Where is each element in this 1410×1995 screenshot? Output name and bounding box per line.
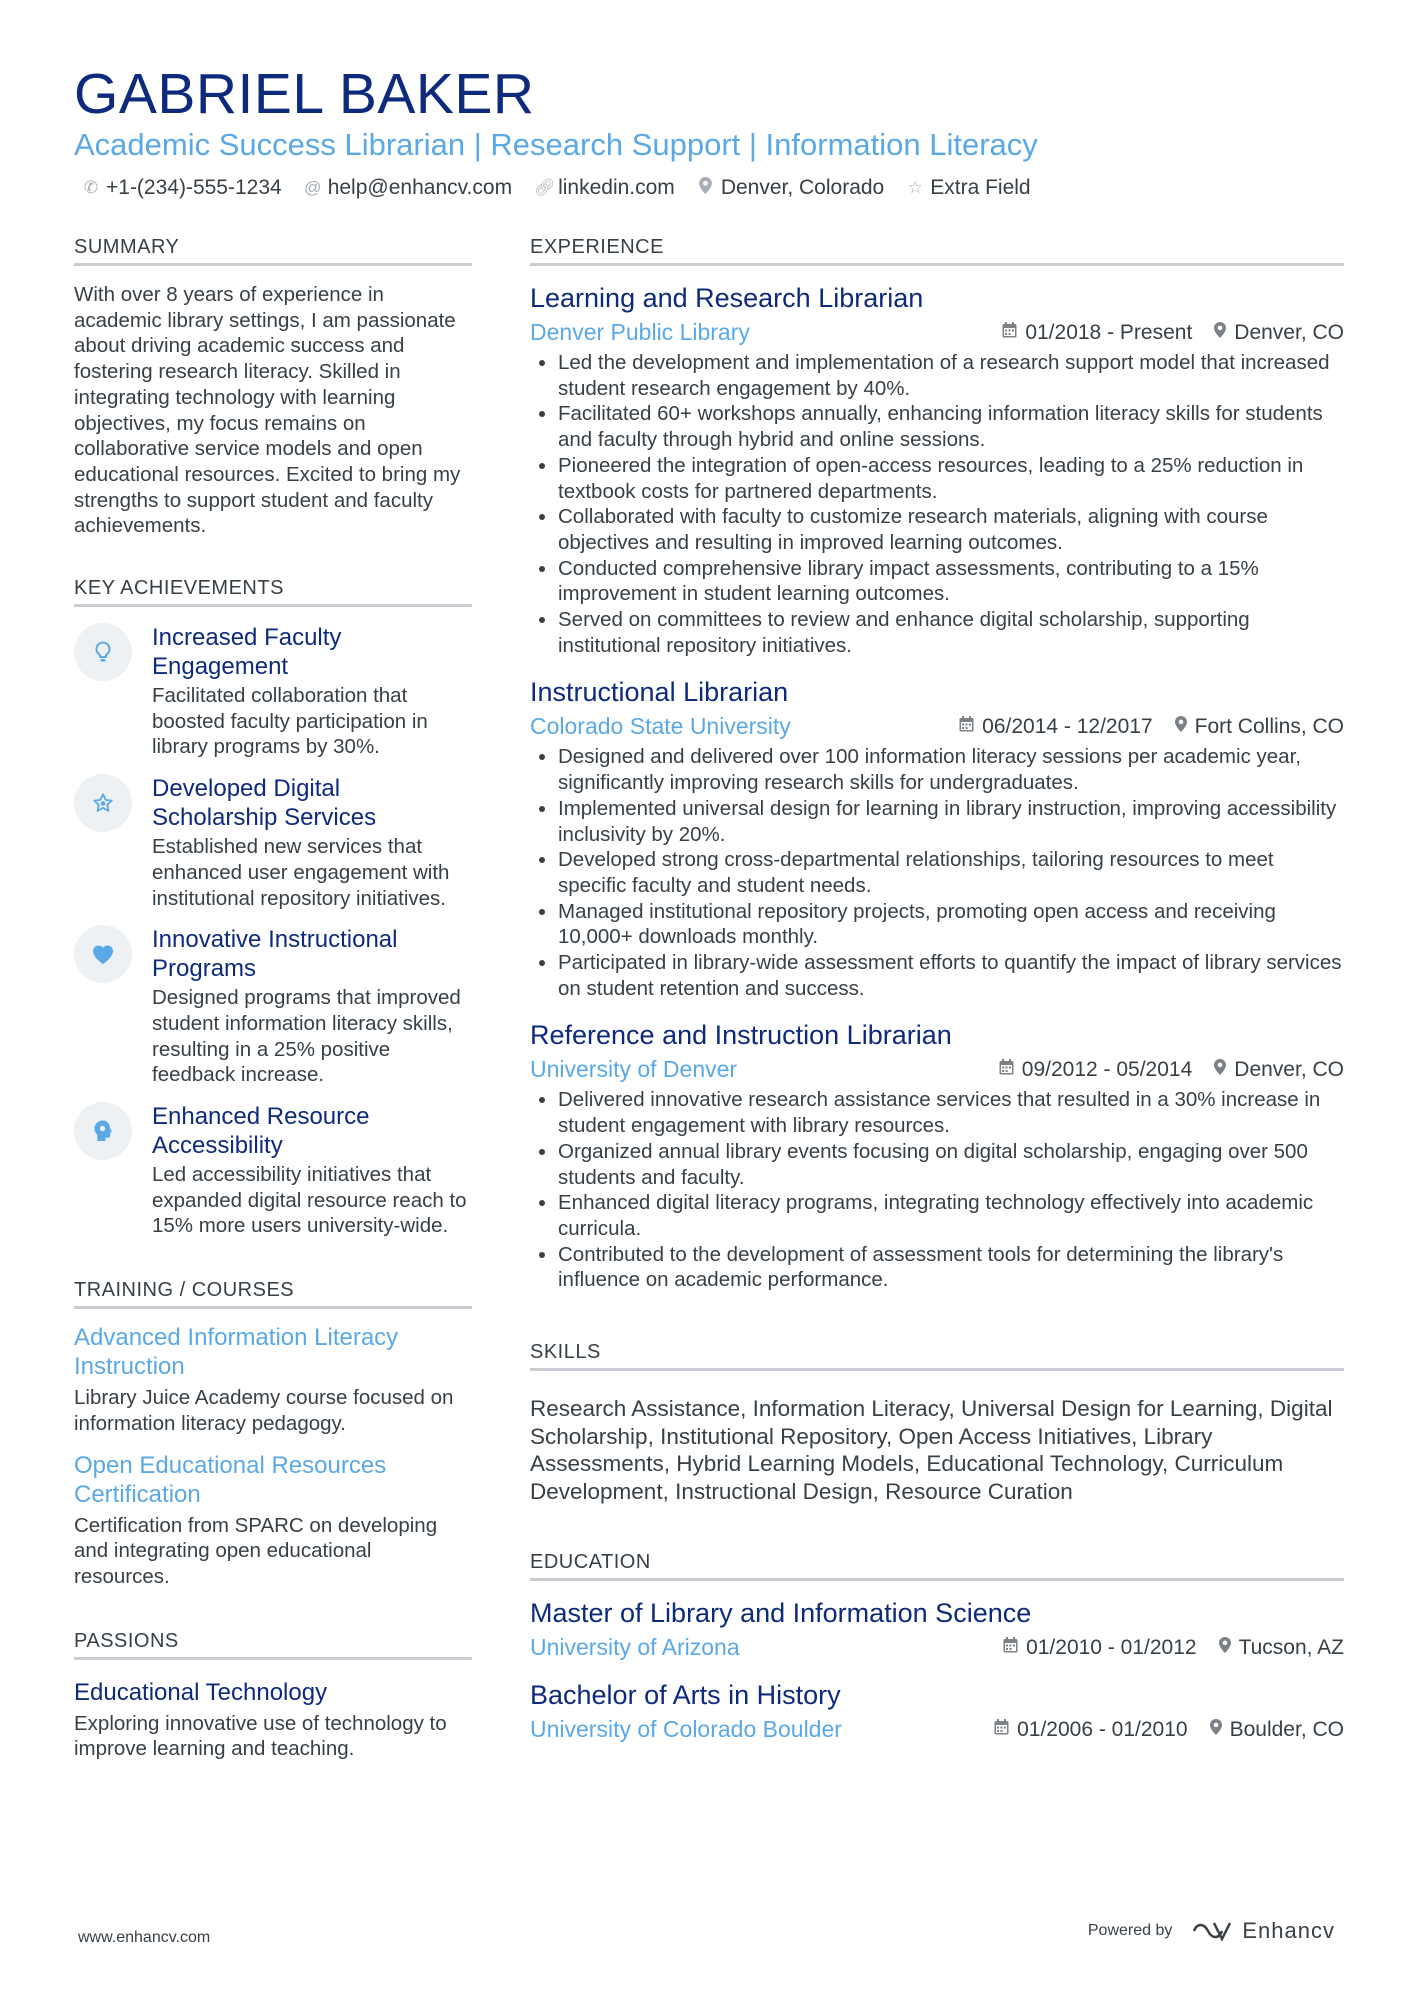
experience-section: [530, 236, 1344, 1293]
footer-url[interactable]: www.enhancv.com: [78, 1929, 211, 1946]
job-bullets: [530, 350, 1344, 658]
degree-title: Master of Library and Information Science: [530, 1598, 1032, 1629]
bullet-item: • Enhanced digital literacy programs, integrating technology effectively into academic curricula.: [558, 1190, 1344, 1241]
achievement-text: Facilitated collaboration that boosted faculty participation in library programs by 30%.: [152, 684, 428, 759]
bullet-item: • Participated in library-wide assessment efforts to quantify the impact of library services on student retention and success.: [558, 950, 1344, 1001]
education-location-text: Tucson, AZ: [1238, 1635, 1344, 1659]
job-meta: [530, 1056, 1344, 1083]
powered-by[interactable]: [1088, 1918, 1335, 1944]
bullet-item: • Delivered innovative research assistance services that resulted in a 30% increase in student engagement with library resources.: [558, 1087, 1344, 1138]
course-title: Open Educational Resources Certification: [74, 1451, 387, 1508]
bullet-item: • Collaborated with faculty to customize research materials, aligning with course objectives and resulting in improved learning outcomes.: [558, 504, 1344, 555]
achievement-item: [74, 1102, 472, 1239]
bullet-item: • Developed strong cross-departmental relationships, tailoring resources to meet specific faculty and student needs.: [558, 847, 1344, 898]
lightbulb-icon: [74, 623, 132, 681]
school-name: University of Arizona: [530, 1634, 740, 1661]
achievement-text: Established new services that enhanced user engagement with institutional repository initiatives.: [152, 835, 450, 910]
education-meta-right: [1003, 1636, 1344, 1660]
bullet-item: • Contributed to the development of assessment tools for determining the library's influence on academic performance.: [558, 1242, 1344, 1293]
left-column: [74, 236, 472, 1762]
achievements-section: [74, 577, 472, 1239]
calendar-icon: [959, 716, 974, 737]
job-entry: [530, 676, 1344, 1001]
job-dates: [999, 1058, 1192, 1082]
powered-by-label: Powered by: [1087, 1922, 1173, 1939]
achievement-item: [74, 623, 472, 760]
job-location: [1175, 715, 1344, 739]
job-meta-right: [959, 715, 1344, 739]
bullet-item: • Pioneered the integration of open-access resources, leading to a 25% reduction in textbook costs for partnered departments.: [558, 453, 1344, 504]
achievement-title: Enhanced Resource Accessibility: [152, 1103, 370, 1160]
achievement-title: Increased Faculty Engagement: [152, 624, 342, 681]
contact-email[interactable]: [304, 176, 512, 200]
course-item: [74, 1451, 472, 1590]
education-meta-right: [994, 1718, 1344, 1742]
headline: Academic Success Librarian | Research Support | Information Literacy: [74, 127, 1038, 162]
education-entry: [530, 1679, 1344, 1743]
contact-linkedin[interactable]: [534, 176, 675, 200]
bullet-item: • Implemented universal design for learning in library instruction, improving accessibility inclusivity by 20%.: [558, 796, 1344, 847]
bullet-item: • Designed and delivered over 100 information literacy sessions per academic year, significantly improving research skills for undergraduates.: [558, 744, 1344, 795]
achievement-text: Designed programs that improved student information literacy skills, resulting in a 25% positive feedback increase.: [152, 986, 461, 1087]
achievement-item: [74, 925, 472, 1088]
passion-text: Exploring innovative use of technology to improve learning and teaching.: [74, 1711, 447, 1761]
calendar-icon: [999, 1059, 1014, 1080]
degree-title: Bachelor of Arts in History: [530, 1680, 841, 1711]
passions-title: PASSIONS: [74, 1630, 472, 1660]
job-bullets: [530, 744, 1344, 1001]
course-title: Advanced Information Literacy Instruction: [74, 1324, 399, 1381]
education-meta: [530, 1634, 1344, 1661]
job-location-text: Denver, CO: [1234, 1057, 1344, 1081]
achievement-text: Led accessibility initiatives that expanded digital resource reach to 15% more users university-wide.: [152, 1163, 467, 1238]
bullet-item: • Served on committees to review and enhance digital scholarship, supporting institutional repository initiatives.: [558, 607, 1344, 658]
brand-logo: [1190, 1918, 1335, 1944]
contact-phone-text: +1-(234)-555-1234: [106, 176, 282, 199]
job-meta-right: [1002, 321, 1344, 345]
star-icon: ☆: [907, 178, 923, 197]
location-icon: [1214, 1059, 1226, 1080]
calendar-icon: [994, 1719, 1009, 1740]
calendar-icon: [1003, 1637, 1018, 1658]
achievement-item: [74, 774, 472, 911]
job-dates: [959, 715, 1152, 739]
enhancv-logo-icon: [1190, 1919, 1234, 1943]
education-location: [1210, 1718, 1344, 1742]
right-column: [530, 236, 1344, 1743]
education-entry: [530, 1597, 1344, 1661]
education-location-text: Boulder, CO: [1229, 1717, 1344, 1741]
contact-extra-text: Extra Field: [930, 176, 1031, 199]
course-item: [74, 1323, 472, 1436]
location-icon: [1219, 1637, 1231, 1658]
skills-section: [530, 1341, 1344, 1505]
contact-location-text: Denver, Colorado: [720, 176, 885, 199]
bullet-item: • Facilitated 60+ workshops annually, enhancing information literacy skills for students and faculty through hybrid and online sessions.: [558, 401, 1344, 452]
location-icon: [1175, 716, 1187, 737]
head-idea-icon: [74, 1102, 132, 1160]
course-text: Library Juice Academy course focused on information literacy pedagogy.: [74, 1386, 454, 1435]
skills-text: Research Assistance, Information Literacy, Universal Design for Learning, Digital Scholarship, Institutional Repository, Open Access Initiatives, Library Assessments, Hybrid Learning Models, Educational Technology, Curriculum Development, Instructional Design, Resource Curation: [530, 1396, 1333, 1504]
achievement-title: Innovative Instructional Programs: [152, 926, 398, 983]
brand-name: Enhancv: [1242, 1918, 1335, 1943]
job-title: Instructional Librarian: [530, 677, 789, 708]
passion-title: Educational Technology: [74, 1678, 328, 1706]
summary-text: With over 8 years of experience in academic library settings, I am passionate about driving academic success and fostering research literacy. Skilled in integrating technology with learning objectives, my focus remains on collaborative service models and open educational resources. Excited to bring my strengths to support student and faculty achievements.: [74, 283, 461, 538]
job-location-text: Denver, CO: [1234, 320, 1344, 344]
contact-email-text: help@enhancv.com: [327, 176, 513, 199]
job-dates-text: 09/2012 - 05/2014: [1021, 1057, 1193, 1081]
job-entry: [530, 282, 1344, 658]
phone-icon: ✆: [83, 178, 99, 197]
candidate-name: GABRIEL BAKER: [74, 62, 535, 126]
contact-bar: [82, 176, 1031, 200]
job-location: [1214, 321, 1344, 345]
job-bullets: [530, 1087, 1344, 1293]
job-dates-text: 01/2018 - Present: [1025, 320, 1193, 344]
job-meta-right: [999, 1058, 1344, 1082]
star-icon: [74, 774, 132, 832]
contact-location: [697, 176, 884, 200]
bullet-item: • Conducted comprehensive library impact assessments, contributing to a 15% improvement in student learning outcomes.: [558, 556, 1344, 607]
passion-item: [74, 1678, 472, 1762]
job-location: [1214, 1058, 1344, 1082]
school-name: University of Colorado Boulder: [530, 1716, 842, 1743]
education-dates-text: 01/2006 - 01/2010: [1017, 1717, 1188, 1741]
job-company: Denver Public Library: [530, 319, 750, 345]
education-dates: [1003, 1636, 1196, 1660]
contact-extra: [906, 176, 1030, 200]
summary-title: SUMMARY: [74, 236, 472, 266]
location-icon: [1214, 322, 1226, 343]
achievement-title: Developed Digital Scholarship Services: [152, 775, 377, 832]
location-icon: [1210, 1719, 1222, 1740]
education-title: EDUCATION: [530, 1551, 1344, 1581]
training-title: TRAINING / COURSES: [74, 1279, 472, 1309]
job-dates: [1002, 321, 1192, 345]
job-company: University of Denver: [530, 1056, 738, 1083]
job-meta: [530, 319, 1344, 346]
job-entry: [530, 1019, 1344, 1293]
contact-phone[interactable]: [82, 176, 282, 200]
job-title: Learning and Research Librarian: [530, 283, 924, 313]
education-meta: [530, 1716, 1344, 1743]
job-location-text: Fort Collins, CO: [1194, 714, 1344, 738]
skills-title: SKILLS: [530, 1341, 1344, 1371]
education-dates: [994, 1718, 1187, 1742]
location-icon: [697, 177, 715, 199]
summary-section: [74, 236, 472, 539]
experience-title: EXPERIENCE: [530, 236, 1344, 266]
contact-linkedin-text: linkedin.com: [558, 176, 675, 199]
education-location: [1219, 1636, 1344, 1660]
education-dates-text: 01/2010 - 01/2012: [1026, 1635, 1197, 1659]
at-icon: @: [304, 178, 322, 197]
education-section: [530, 1551, 1344, 1743]
bullet-item: • Organized annual library events focusing on digital scholarship, engaging over 500 students and faculty.: [558, 1139, 1344, 1190]
achievements-title: KEY ACHIEVEMENTS: [74, 577, 472, 607]
calendar-icon: [1002, 322, 1017, 343]
link-icon: 🔗︎: [534, 178, 556, 197]
bullet-item: • Managed institutional repository projects, promoting open access and receiving 10,000+ downloads monthly.: [558, 899, 1344, 950]
job-meta: [530, 713, 1344, 740]
job-title: Reference and Instruction Librarian: [530, 1020, 952, 1051]
training-section: [74, 1279, 472, 1590]
job-dates-text: 06/2014 - 12/2017: [982, 714, 1153, 738]
heart-icon: [74, 925, 132, 983]
course-text: Certification from SPARC on developing and integrating open educational resources.: [74, 1513, 438, 1588]
job-company: Colorado State University: [530, 713, 791, 740]
passions-section: [74, 1630, 472, 1762]
bullet-item: • Led the development and implementation of a research support model that increased student research engagement by 40%.: [558, 350, 1344, 401]
